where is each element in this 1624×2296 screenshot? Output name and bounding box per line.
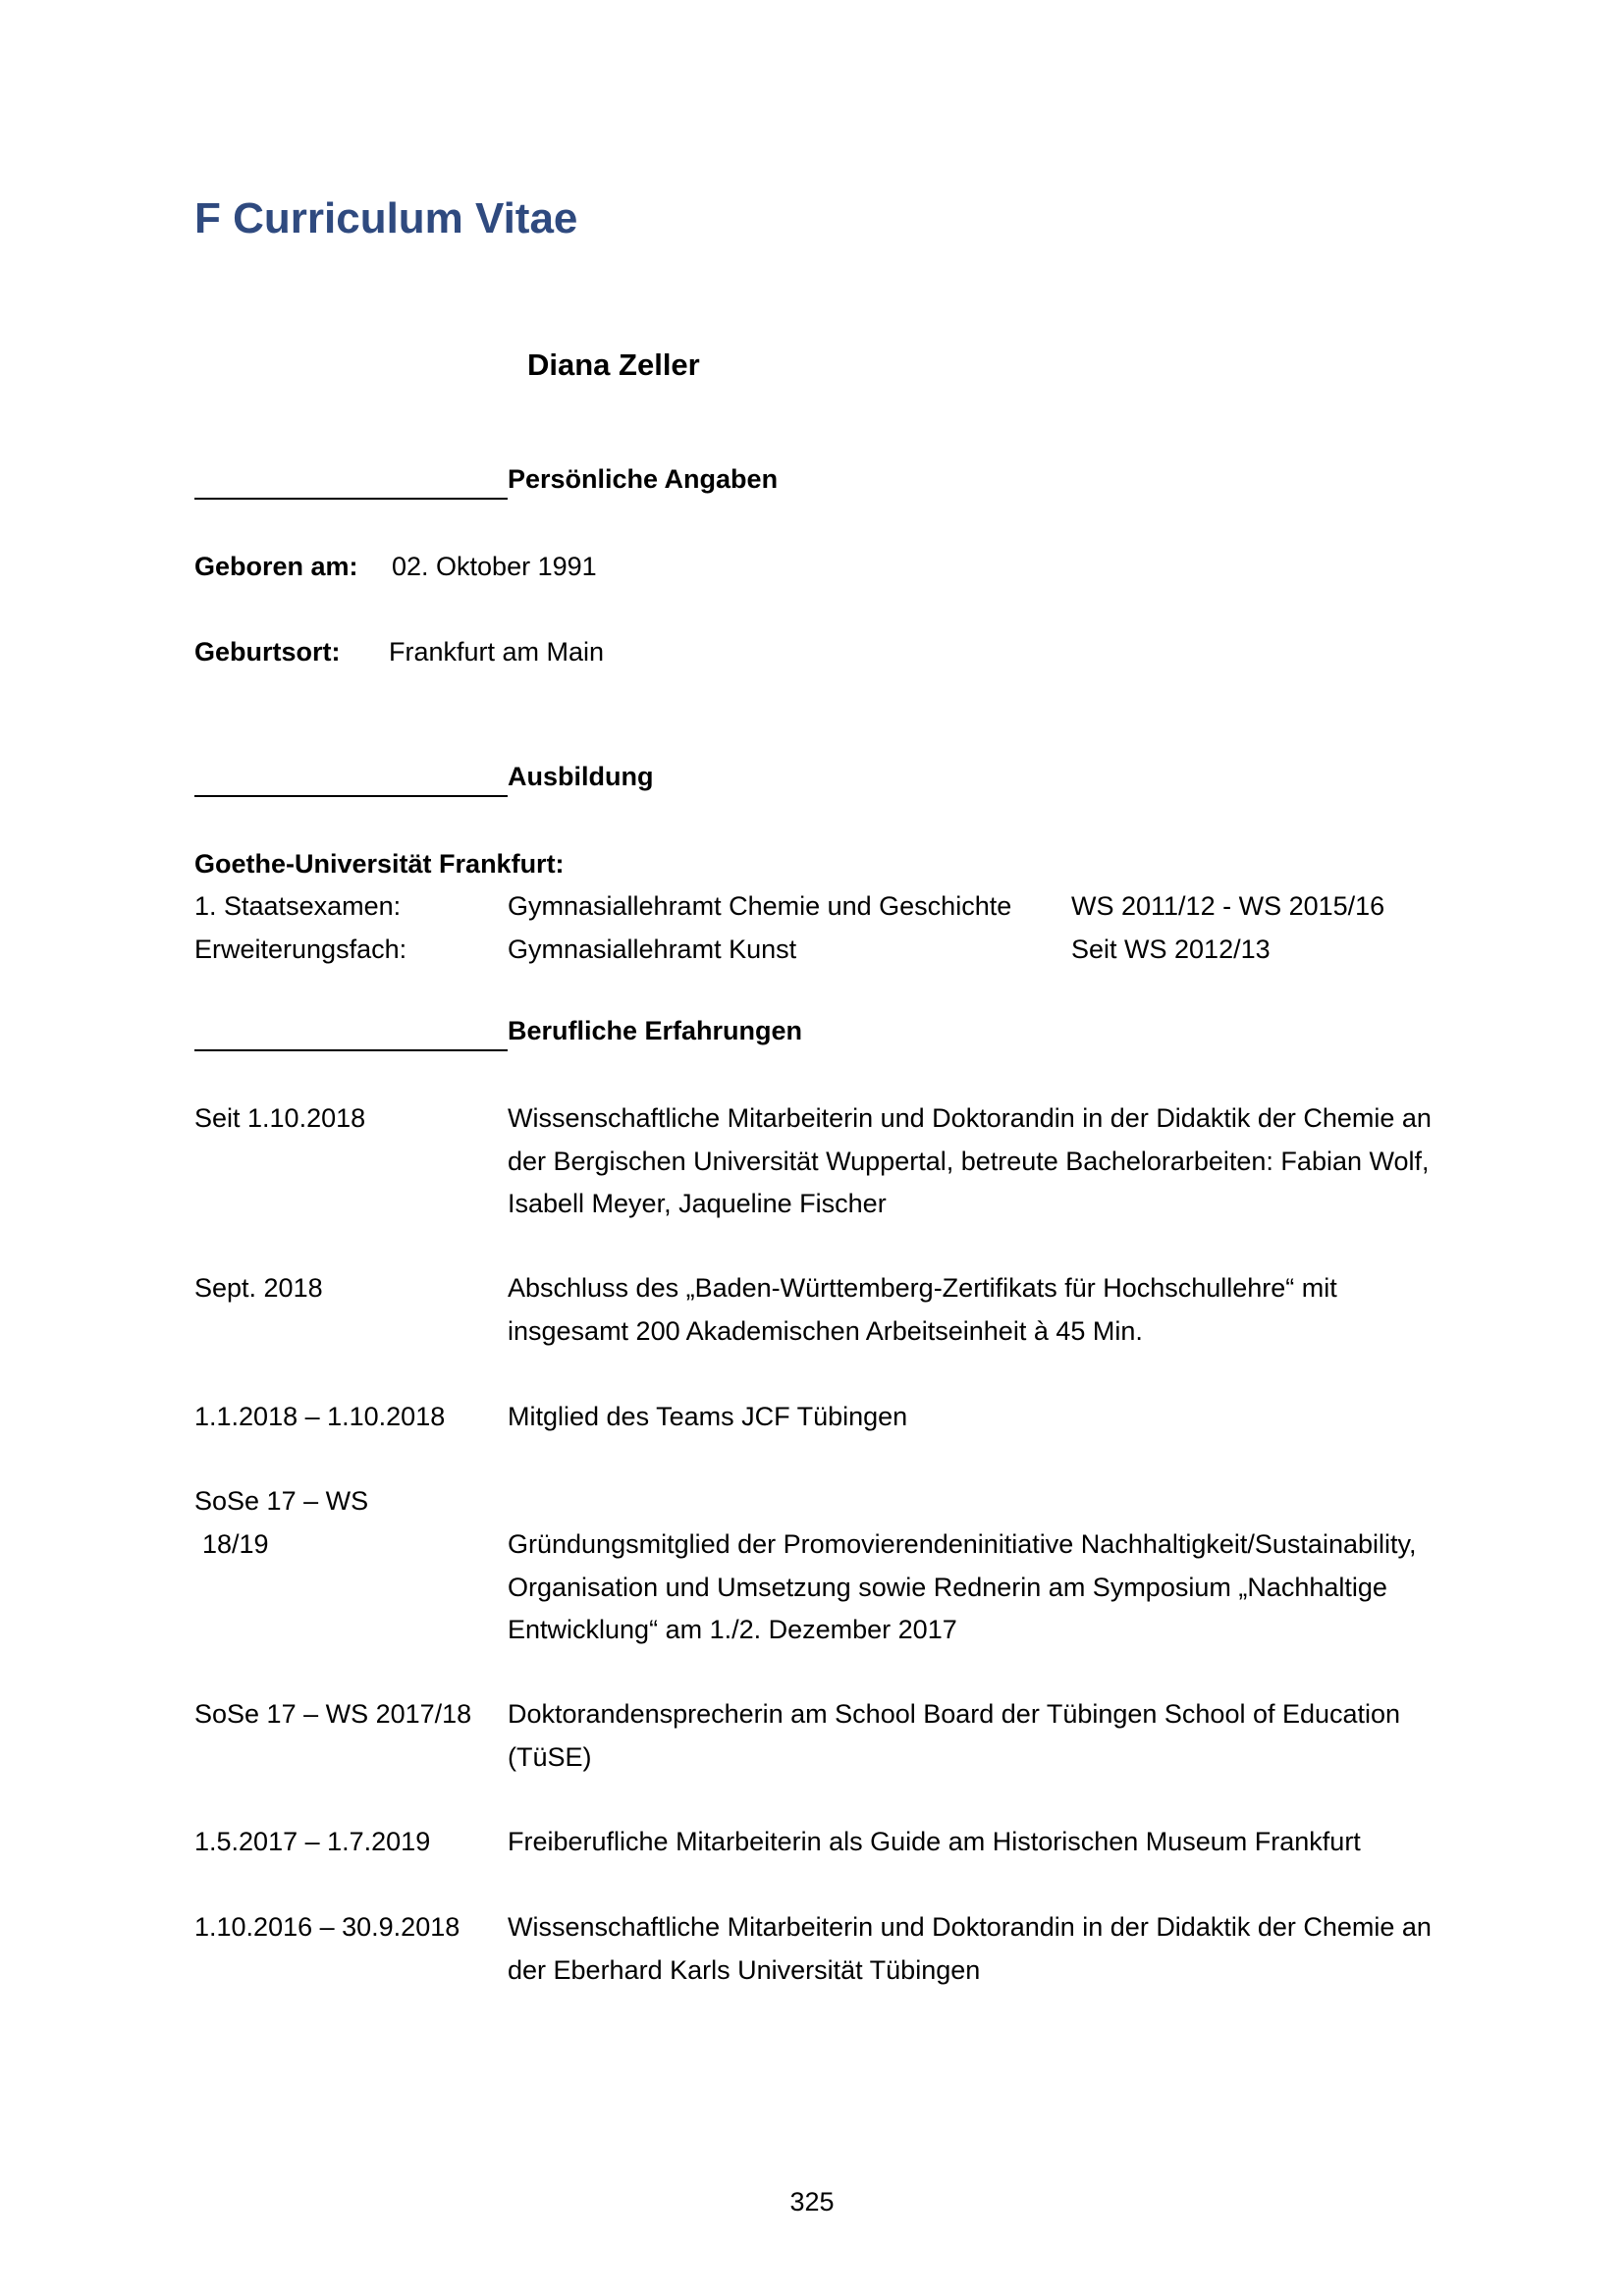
- experience-description: Gründungsmitglied der Promovierendeninitiative Nachhaltigkeit/Sustainability, Organisation und Umsetzung sowie Rednerin am Symposium „Nachhaltige Entwicklung“ am 1./2. Dezember 2017: [508, 1529, 1417, 1644]
- born-value: 02. Oktober 1991: [392, 552, 597, 581]
- education-subject: Gymnasiallehramt Kunst: [508, 934, 797, 964]
- education-period: WS 2011/12 - WS 2015/16: [1071, 891, 1385, 921]
- experience-description: Wissenschaftliche Mitarbeiterin und Doktorandin in der Didaktik der Chemie an der Bergischen Universität Wuppertal, betreute Bachelorarbeiten: Fabian Wolf, Isabell Meyer, Jaqueline Fischer: [508, 1103, 1432, 1218]
- experience-date-continued: 18/19: [202, 1529, 269, 1559]
- section-rule: [194, 498, 508, 500]
- section-label: Ausbildung: [508, 762, 654, 791]
- born-label: Geboren am:: [194, 552, 358, 581]
- experience-date: Sept. 2018: [194, 1273, 323, 1303]
- section-label: Berufliche Erfahrungen: [508, 1016, 803, 1045]
- person-name: Diana Zeller: [527, 347, 700, 382]
- section-rule: [194, 1049, 508, 1051]
- university-name: Goethe-Universität Frankfurt:: [194, 849, 565, 879]
- experience-date: SoSe 17 – WS: [194, 1486, 369, 1516]
- chapter-title: F Curriculum Vitae: [194, 194, 578, 242]
- experience-date: 1.10.2016 – 30.9.2018: [194, 1912, 460, 1942]
- page-number: 325: [789, 2187, 835, 2216]
- experience-description: Abschluss des „Baden-Württemberg-Zertifikats für Hochschullehre“ mit insgesamt 200 Akademischen Arbeitseinheit à 45 Min.: [508, 1273, 1337, 1346]
- section-heading-personal: [194, 464, 882, 504]
- section-rule: [194, 795, 508, 797]
- experience-description: Mitglied des Teams JCF Tübingen: [508, 1402, 908, 1431]
- experience-date: Seit 1.10.2018: [194, 1103, 366, 1133]
- experience-description: Doktorandensprecherin am School Board der Tübingen School of Education (TüSE): [508, 1699, 1401, 1772]
- experience-date: SoSe 17 – WS 2017/18: [194, 1699, 472, 1729]
- birthplace-label: Geburtsort:: [194, 637, 341, 667]
- experience-date: 1.5.2017 – 1.7.2019: [194, 1827, 431, 1856]
- education-label: 1. Staatsexamen:: [194, 891, 402, 921]
- experience-date: 1.1.2018 – 1.10.2018: [194, 1402, 446, 1431]
- section-heading-experience: [194, 1016, 882, 1055]
- birthplace-value: Frankfurt am Main: [389, 637, 605, 667]
- experience-description: Wissenschaftliche Mitarbeiterin und Doktorandin in der Didaktik der Chemie an der Eberhard Karls Universität Tübingen: [508, 1912, 1432, 1985]
- experience-description: Freiberufliche Mitarbeiterin als Guide am Historischen Museum Frankfurt: [508, 1827, 1361, 1856]
- education-label: Erweiterungsfach:: [194, 934, 407, 964]
- education-subject: Gymnasiallehramt Chemie und Geschichte: [508, 891, 1012, 921]
- education-period: Seit WS 2012/13: [1071, 934, 1271, 964]
- section-heading-education: [194, 762, 882, 801]
- section-label: Persönliche Angaben: [508, 464, 779, 494]
